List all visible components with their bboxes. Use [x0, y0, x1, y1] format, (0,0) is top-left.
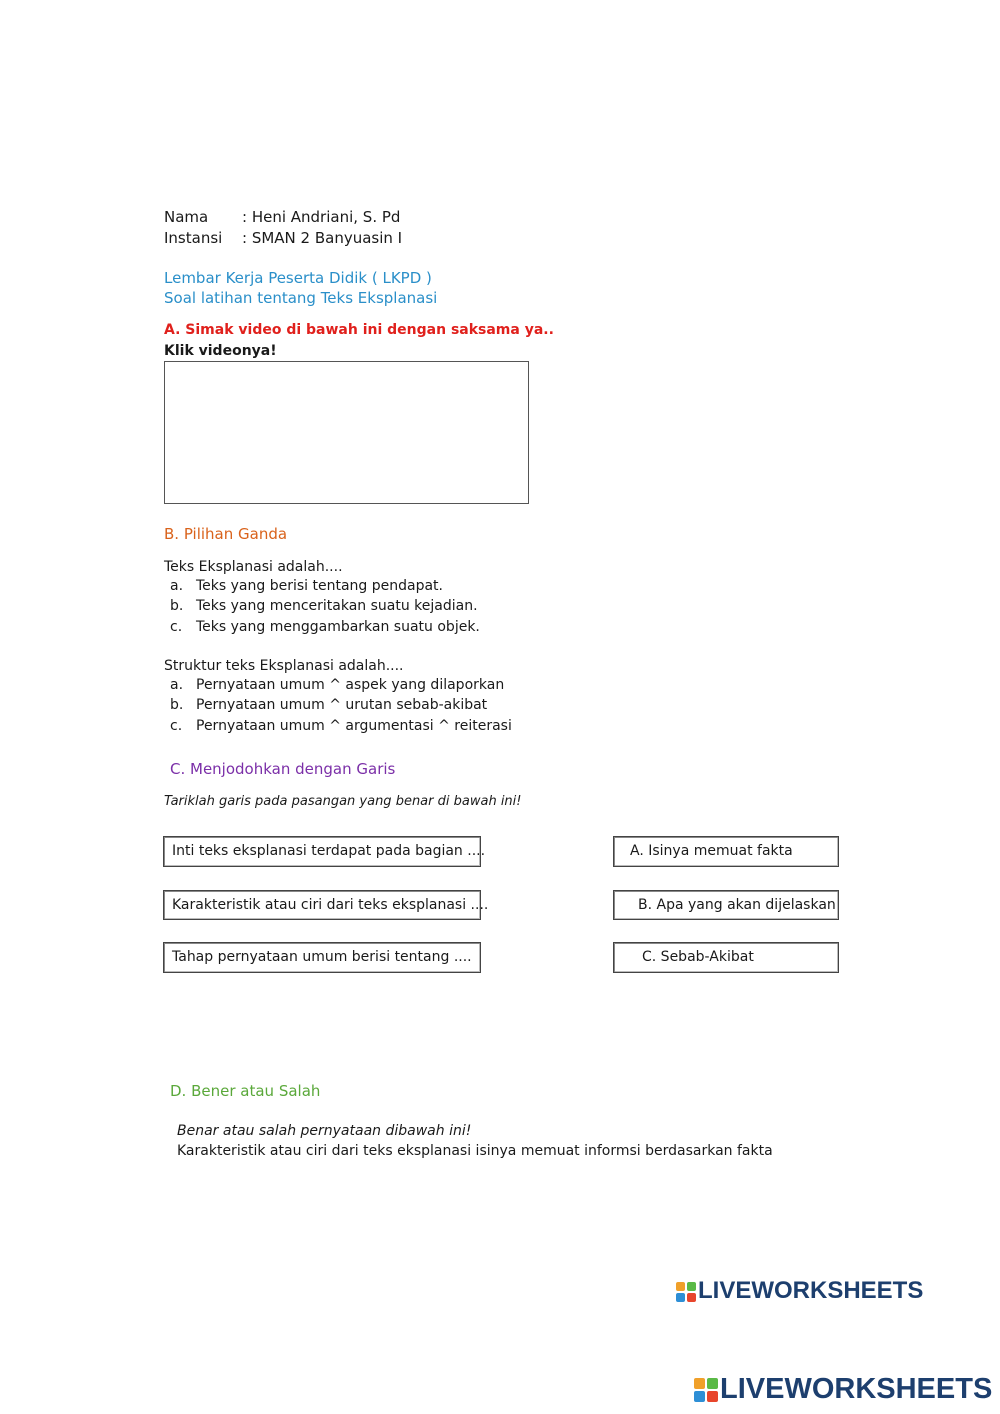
question-2-option-b[interactable] — [170, 697, 487, 714]
match-left-1[interactable]: Inti teks eksplanasi terdapat pada bagian .... — [163, 836, 481, 867]
option-letter: b. — [170, 598, 184, 614]
option-text: Pernyataan umum ^ argumentasi ^ reiterasi — [196, 718, 512, 734]
true-false-statement: Karakteristik atau ciri dari teks eksplanasi isinya memuat informsi berdasarkan fakta — [177, 1143, 773, 1159]
question-1: Teks Eksplanasi adalah.... — [164, 559, 343, 575]
liveworksheets-footer-logo-text: LIVEWORKSHEETS — [720, 1373, 993, 1405]
liveworksheets-footer-logo — [694, 1374, 992, 1405]
option-letter: a. — [170, 677, 184, 693]
nama-label: Nama — [164, 208, 209, 226]
section-b-heading: B. Pilihan Ganda — [164, 525, 288, 543]
option-text: Pernyataan umum ^ urutan sebab-akibat — [196, 697, 488, 713]
section-d-heading: D. Bener atau Salah — [170, 1082, 321, 1100]
section-a-heading: A. Simak video di bawah ini dengan saksama ya.. — [164, 322, 554, 338]
matching-instruction: Tariklah garis pada pasangan yang benar di bawah ini! — [164, 794, 522, 809]
liveworksheets-logo — [676, 1278, 923, 1304]
option-text: Teks yang berisi tentang pendapat. — [196, 578, 443, 594]
liveworksheets-footer-logo-icon — [694, 1378, 718, 1402]
question-1-option-a[interactable] — [170, 578, 443, 595]
question-2-option-a[interactable] — [170, 677, 504, 694]
match-right-c[interactable]: C. Sebab-Akibat — [613, 942, 839, 973]
identity-nama-row — [164, 209, 400, 226]
nama-value: : Heni Andriani, S. Pd — [242, 208, 401, 226]
liveworksheets-logo-icon — [676, 1282, 696, 1302]
option-text: Pernyataan umum ^ aspek yang dilaporkan — [196, 677, 505, 693]
option-letter: c. — [170, 619, 183, 635]
match-left-2[interactable]: Karakteristik atau ciri dari teks eksplanasi .... — [163, 890, 481, 920]
identity-instansi-row — [164, 230, 402, 247]
instansi-label: Instansi — [164, 229, 223, 247]
option-letter: c. — [170, 718, 183, 734]
question-1-option-c[interactable] — [170, 619, 480, 636]
question-1-option-b[interactable] — [170, 598, 478, 615]
option-text: Teks yang menggambarkan suatu objek. — [196, 619, 480, 635]
instansi-value: : SMAN 2 Banyuasin I — [242, 229, 403, 247]
section-c-heading: C. Menjodohkan dengan Garis — [170, 760, 396, 778]
option-text: Teks yang menceritakan suatu kejadian. — [196, 598, 478, 614]
match-right-a[interactable]: A. Isinya memuat fakta — [613, 836, 839, 867]
match-right-b[interactable]: B. Apa yang akan dijelaskan — [613, 890, 839, 920]
video-player[interactable] — [164, 361, 529, 504]
option-letter: a. — [170, 578, 184, 594]
question-2-option-c[interactable] — [170, 718, 512, 735]
question-2: Struktur teks Eksplanasi adalah.... — [164, 658, 404, 674]
true-false-instruction: Benar atau salah pernyataan dibawah ini! — [177, 1123, 472, 1139]
liveworksheets-logo-text: LIVEWORKSHEETS — [698, 1277, 924, 1304]
worksheet-title: Lembar Kerja Peserta Didik ( LKPD ) — [164, 269, 432, 287]
worksheet-subtitle: Soal latihan tentang Teks Eksplanasi — [164, 289, 438, 307]
option-letter: b. — [170, 697, 184, 713]
video-instruction: Klik videonya! — [164, 343, 277, 359]
match-left-3[interactable]: Tahap pernyataan umum berisi tentang .... — [163, 942, 481, 973]
